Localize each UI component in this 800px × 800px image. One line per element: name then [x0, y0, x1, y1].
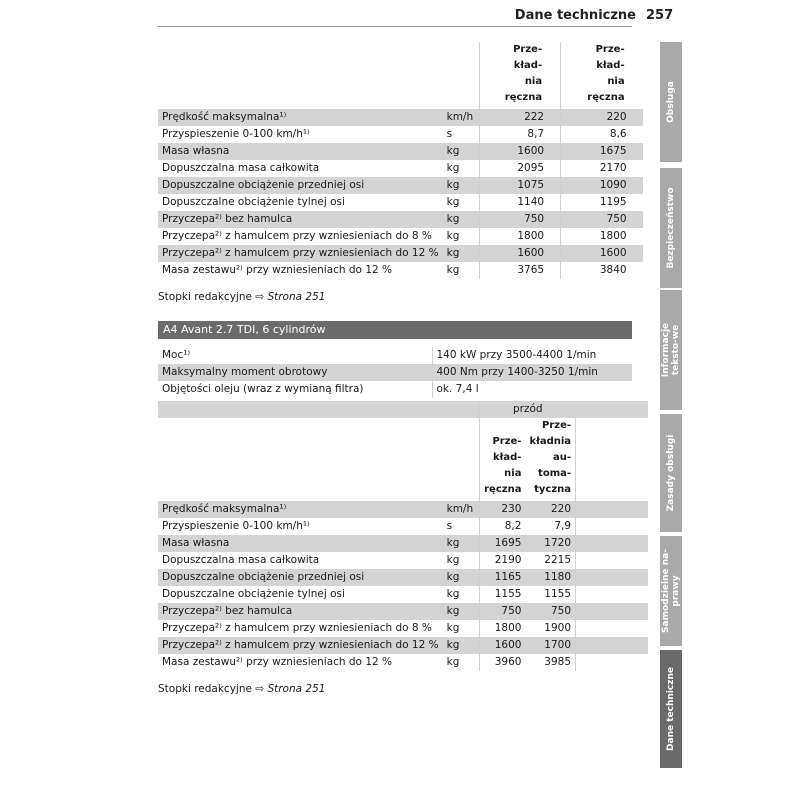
row-value: 1900	[544, 622, 572, 634]
row-value: 750	[480, 603, 526, 620]
info-value: 400 Nm przy 1400-3250 1/min	[432, 364, 632, 381]
row-unit: kg	[446, 230, 460, 242]
info-label: Maksymalny moment obrotowy	[158, 364, 432, 381]
empty-cell	[576, 654, 648, 671]
row-unit: kg	[446, 162, 460, 174]
column-header-manual-1: Prze- kład- nia ręczna	[480, 42, 561, 109]
running-header-title: Dane techniczne	[514, 8, 636, 23]
row-label: Przyczepa²⁾ z hamulcem przy wzniesieniach do 12 %	[158, 245, 443, 262]
row-value: 1720	[525, 535, 575, 552]
row-value: 1600	[480, 637, 526, 654]
page-link[interactable]: Strona 251	[267, 291, 326, 303]
row-label: Dopuszczalna masa całkowita	[162, 554, 320, 566]
drive-type-label: przód	[480, 401, 576, 418]
side-tab[interactable]	[660, 290, 682, 410]
row-value: 1800	[480, 228, 561, 245]
row-value: 750	[561, 211, 643, 228]
table-row	[158, 211, 643, 228]
footnote-reference-1: Stopki redakcyjne ⇨ Strona 251	[158, 291, 326, 303]
row-label: Masa własna	[158, 535, 443, 552]
column-header-manual: Prze- kład- nia ręczna	[480, 418, 526, 501]
row-value: 1155	[480, 586, 526, 603]
row-value: 1600	[480, 143, 561, 160]
row-label: Przyczepa²⁾ z hamulcem przy wzniesieniach do 8 %	[162, 622, 432, 634]
row-value: 3960	[480, 654, 526, 671]
row-label: Dopuszczalna masa całkowita	[162, 162, 320, 174]
footnote-reference-2: Stopki redakcyjne ⇨ Strona 251	[158, 683, 326, 695]
row-label: Przyczepa²⁾ z hamulcem przy wzniesieniach do 8 %	[162, 230, 432, 242]
row-value: 1140	[480, 194, 561, 211]
row-value: 2095	[480, 160, 561, 177]
table-row	[158, 586, 648, 603]
row-unit: s	[446, 128, 453, 140]
spec-table-2	[158, 401, 648, 671]
side-tab[interactable]	[660, 42, 682, 162]
row-unit: kg	[443, 535, 480, 552]
header-unit-cell	[443, 418, 480, 501]
info-value: ok. 7,4 l	[432, 381, 632, 398]
row-value: 230	[480, 501, 526, 518]
header-unit-cell	[443, 42, 480, 109]
table-row	[158, 569, 648, 586]
row-value: 1090	[561, 177, 643, 194]
side-tab-label: Informacje teksto-we	[661, 322, 681, 378]
header-rule	[158, 26, 632, 27]
page-number: 257	[646, 8, 674, 23]
side-tab-label: Obsługa	[666, 81, 676, 123]
table-row	[158, 552, 648, 569]
table-row	[158, 637, 648, 654]
row-value: 1700	[525, 637, 575, 654]
row-label: Przyspieszenie 0-100 km/h¹⁾	[162, 128, 310, 140]
row-value: 3765	[480, 262, 561, 279]
table-row	[158, 603, 648, 620]
table-row	[158, 160, 643, 177]
table-row	[158, 501, 648, 518]
table-row	[158, 194, 643, 211]
side-tab[interactable]	[660, 168, 682, 288]
table-row	[158, 177, 643, 194]
info-label: Objętości oleju (wraz z wymianą filtra)	[162, 383, 364, 395]
row-unit: kg	[443, 569, 480, 586]
row-value: 222	[480, 109, 561, 126]
row-value: 8,7	[480, 126, 561, 143]
row-label: Masa zestawu²⁾ przy wzniesieniach do 12 %	[162, 264, 392, 276]
row-value: 750	[525, 603, 575, 620]
row-value: 1195	[561, 194, 643, 211]
drive-blank-cell	[158, 401, 443, 418]
row-unit: kg	[446, 554, 460, 566]
row-label: Masa własna	[158, 143, 443, 160]
empty-cell	[576, 603, 648, 620]
table-row	[158, 228, 643, 245]
row-label: Przyczepa²⁾ bez hamulca	[158, 211, 443, 228]
row-value: 220	[561, 109, 643, 126]
empty-cell	[576, 637, 648, 654]
row-unit: kg	[446, 656, 460, 668]
empty-cell	[576, 535, 648, 552]
table-row	[158, 143, 643, 160]
row-value: 220	[525, 501, 575, 518]
table-row	[158, 262, 643, 279]
row-value: 750	[480, 211, 561, 228]
row-value: 1155	[544, 588, 572, 600]
table-row	[158, 109, 643, 126]
header-blank-cell	[158, 418, 443, 501]
empty-cell	[576, 586, 648, 603]
info-value: 140 kW przy 3500-4400 1/min	[432, 347, 632, 364]
row-value: 7,9	[554, 520, 572, 532]
header-blank-cell	[158, 42, 443, 109]
row-label: Przyczepa²⁾ z hamulcem przy wzniesieniach do 12 %	[158, 637, 443, 654]
table-row	[158, 126, 643, 143]
row-unit: kg	[446, 622, 460, 634]
row-value: 8,2	[480, 518, 526, 535]
row-label: Przyczepa²⁾ bez hamulca	[158, 603, 443, 620]
empty-cell	[576, 569, 648, 586]
drive-blank-cell	[576, 401, 648, 418]
info-row	[158, 347, 632, 364]
row-unit: kg	[443, 603, 480, 620]
row-unit: km/h	[443, 501, 480, 518]
row-unit: kg	[446, 264, 460, 276]
empty-cell	[576, 501, 648, 518]
drive-blank-cell	[443, 401, 480, 418]
section-title-bar: A4 Avant 2.7 TDI, 6 cylindrów	[158, 321, 632, 339]
empty-cell	[576, 518, 648, 535]
row-label: Masa zestawu²⁾ przy wzniesieniach do 12 %	[162, 656, 392, 668]
row-label: Prędkość maksymalna¹⁾	[158, 501, 443, 518]
row-value: 1075	[480, 177, 561, 194]
row-unit: kg	[443, 211, 480, 228]
row-value: 1180	[525, 569, 575, 586]
row-value: 1675	[561, 143, 643, 160]
column-header-manual-2: Prze- kład- nia ręczna	[561, 42, 643, 109]
page-link[interactable]: Strona 251	[267, 683, 326, 695]
header-blank-cell	[576, 418, 648, 501]
side-tab-label: Dane techniczne	[666, 667, 676, 751]
row-label: Dopuszczalne obciążenie tylnej osi	[162, 196, 345, 208]
row-unit: kg	[443, 177, 480, 194]
row-unit: kg	[443, 637, 480, 654]
row-value: 3985	[544, 656, 572, 668]
row-value: 1600	[480, 245, 561, 262]
row-value: 1800	[561, 228, 643, 245]
row-label: Prędkość maksymalna¹⁾	[158, 109, 443, 126]
info-label: Moc¹⁾	[162, 349, 191, 361]
row-label: Dopuszczalne obciążenie przedniej osi	[158, 569, 443, 586]
row-value: 2170	[561, 160, 643, 177]
row-value: 1165	[480, 569, 526, 586]
side-tab[interactable]	[660, 536, 682, 646]
side-tab[interactable]	[660, 650, 682, 768]
table-row	[158, 518, 648, 535]
row-unit: kg	[443, 143, 480, 160]
row-label: Dopuszczalne obciążenie tylnej osi	[162, 588, 345, 600]
row-value: 2190	[480, 552, 526, 569]
row-value: 1695	[480, 535, 526, 552]
table-row	[158, 620, 648, 637]
row-unit: km/h	[443, 109, 480, 126]
row-value: 3840	[561, 262, 643, 279]
empty-cell	[576, 552, 648, 569]
row-unit: kg	[446, 196, 460, 208]
side-tab[interactable]	[660, 414, 682, 532]
row-value: 2215	[544, 554, 572, 566]
row-value: 1800	[480, 620, 526, 637]
table-row	[158, 245, 643, 262]
row-unit: kg	[446, 588, 460, 600]
row-unit: s	[446, 520, 453, 532]
info-row	[158, 381, 632, 398]
info-row	[158, 364, 632, 381]
side-tab-label: Zasady obsługi	[666, 434, 676, 512]
row-value: 8,6	[561, 126, 643, 143]
row-value: 1600	[561, 245, 643, 262]
row-label: Przyspieszenie 0-100 km/h¹⁾	[162, 520, 310, 532]
table-row	[158, 654, 648, 671]
side-tab-label: Samodzielne na-prawy	[661, 549, 681, 633]
column-header-automatic: Prze- kładnia au- toma- tyczna	[529, 420, 572, 495]
empty-cell	[576, 620, 648, 637]
row-unit: kg	[443, 245, 480, 262]
engine-info-table	[158, 347, 632, 398]
side-tab-label: Bezpieczeństwo	[666, 187, 676, 269]
table-row	[158, 535, 648, 552]
spec-table-1	[158, 42, 643, 279]
row-label: Dopuszczalne obciążenie przedniej osi	[158, 177, 443, 194]
